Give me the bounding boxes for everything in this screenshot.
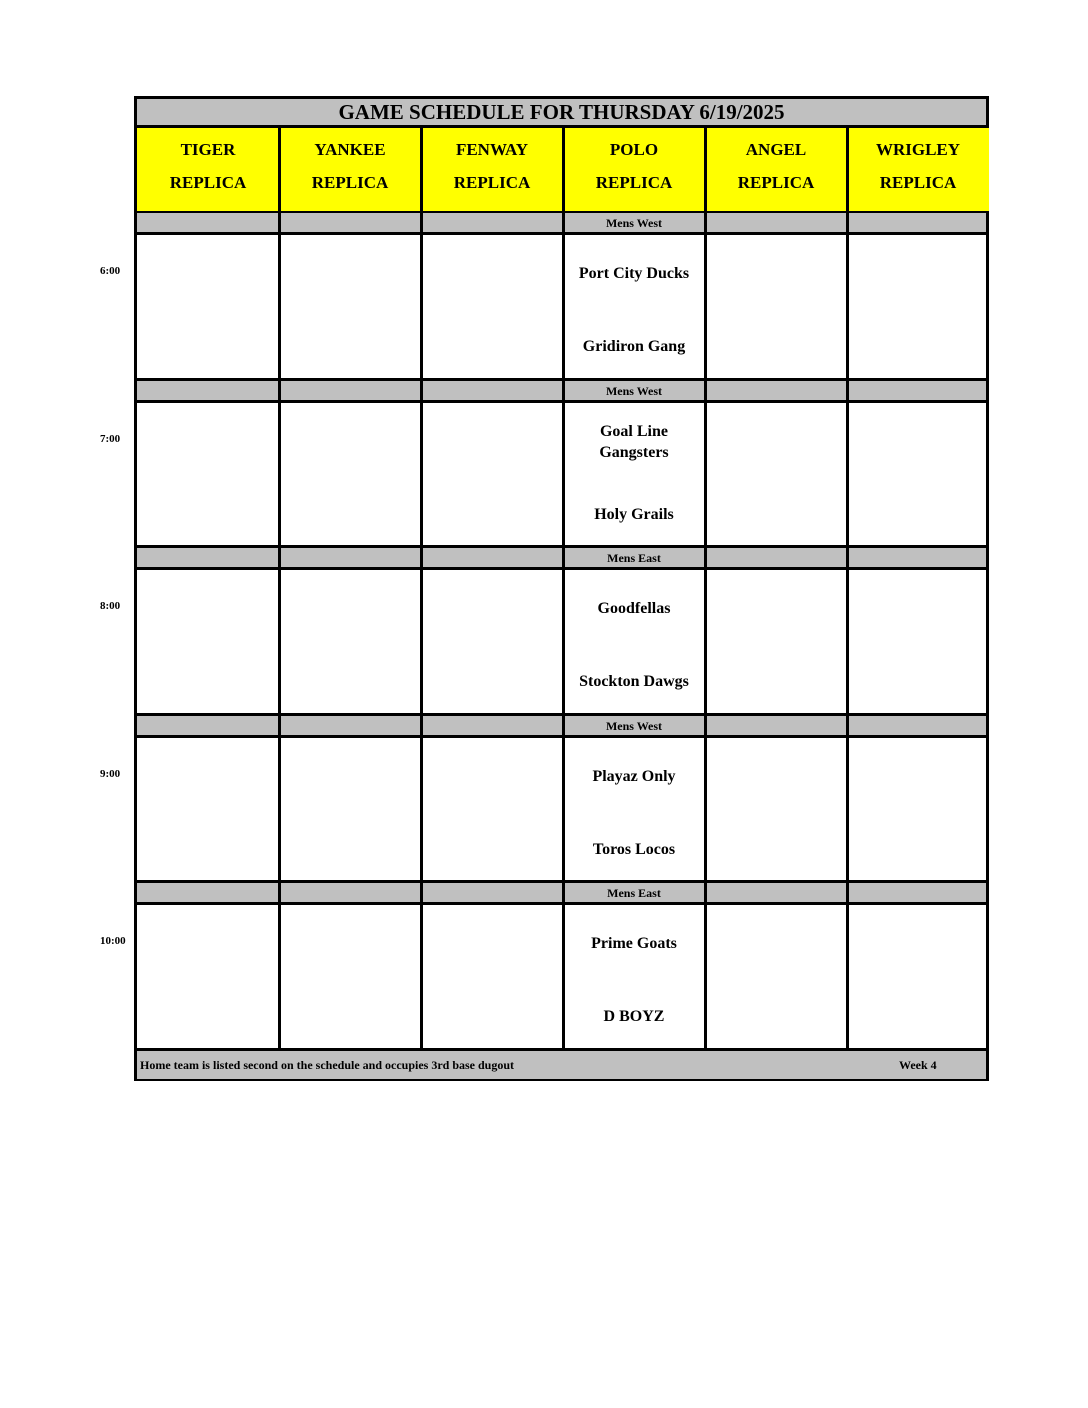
field-subtitle: REPLICA [311, 173, 389, 192]
time-label: 6:00 [100, 265, 121, 277]
field-name: YANKEE [314, 140, 386, 159]
time-label: 7:00 [100, 433, 121, 445]
field-subtitle: REPLICA [879, 173, 957, 192]
field-subtitle: REPLICA [595, 173, 673, 192]
away-team: Playaz Only [592, 768, 676, 785]
column-divider [562, 128, 565, 1051]
field-name: POLO [609, 140, 659, 159]
field-name: TIGER [180, 140, 236, 159]
footer-note: Home team is listed second on the schedule and occupies 3rd base dugout [140, 1058, 515, 1072]
footer-bar [137, 1051, 986, 1079]
away-team: Prime Goats [591, 935, 677, 952]
field-name: ANGEL [745, 140, 807, 159]
home-team: Stockton Dawgs [579, 673, 689, 690]
field-header-tiger [137, 128, 279, 214]
home-team: Gridiron Gang [582, 338, 686, 355]
column-divider [846, 128, 849, 1051]
field-subtitle: REPLICA [453, 173, 531, 192]
field-subtitle: REPLICA [169, 173, 247, 192]
home-team: D BOYZ [603, 1008, 665, 1025]
week-label: Week 4 [899, 1058, 937, 1072]
home-team: Toros Locos [592, 841, 676, 858]
field-header-yankee [279, 128, 421, 214]
home-team: Holy Grails [594, 506, 674, 523]
schedule-table [134, 96, 989, 1081]
field-header-wrigley [847, 128, 989, 214]
division-label: Mens West [605, 719, 663, 733]
division-label: Mens West [605, 384, 663, 398]
field-name: FENWAY [455, 140, 529, 159]
field-subtitle: REPLICA [737, 173, 815, 192]
column-divider [704, 128, 707, 1051]
field-header-angel [705, 128, 847, 214]
division-label: Mens West [605, 216, 663, 230]
time-label: 10:00 [100, 935, 126, 947]
away-team: Goodfellas [597, 600, 671, 617]
away-team: Port City Ducks [578, 265, 690, 282]
away-team: Goal Line Gangsters [599, 423, 669, 461]
column-divider [420, 128, 423, 1051]
field-name: WRIGLEY [875, 140, 961, 159]
division-label: Mens East [607, 886, 661, 900]
time-label: 8:00 [100, 600, 121, 612]
time-label: 9:00 [100, 768, 121, 780]
page-title: GAME SCHEDULE FOR THURSDAY 6/19/2025 [137, 99, 986, 128]
field-header-polo [563, 128, 705, 214]
field-header-fenway [421, 128, 563, 214]
column-divider [278, 128, 281, 1051]
division-label: Mens East [607, 551, 661, 565]
